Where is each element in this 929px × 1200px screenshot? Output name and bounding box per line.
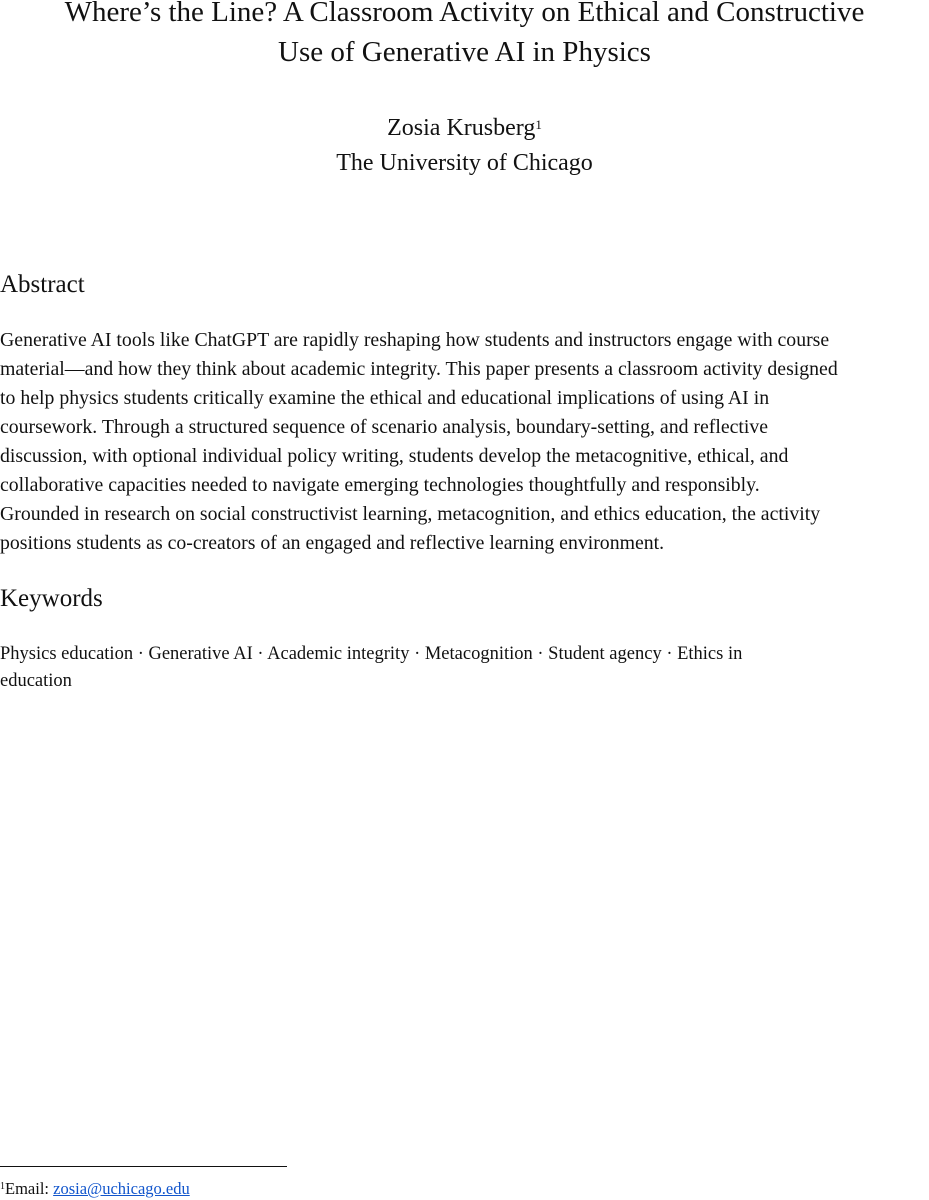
affiliation: The University of Chicago <box>336 150 593 176</box>
title-line-1: Where’s the Line? A Classroom Activity on Ethical and Constructive <box>64 0 865 28</box>
author-name: Zosia Krusberg <box>387 115 536 141</box>
keywords-heading: Keywords <box>0 585 103 612</box>
footnote <box>0 1178 190 1200</box>
keywords-line: Physics education · Generative AI · Academic integrity · Metacognition · Student agency · Ethics in <box>0 644 743 664</box>
paper-title <box>0 0 929 72</box>
author-footnote-mark: 1 <box>535 117 542 132</box>
keywords-body <box>0 641 929 695</box>
abstract-line: Grounded in research on social constructivist learning, metacognition, and ethics education, the activity <box>0 503 821 525</box>
author-line <box>0 111 929 146</box>
author-block <box>0 111 929 181</box>
title-line-2: Use of Generative AI in Physics <box>278 36 651 68</box>
abstract-body <box>0 326 929 558</box>
abstract-line: coursework. Through a structured sequence of scenario analysis, boundary-setting, and reflective <box>0 416 769 438</box>
footnote-divider <box>0 1166 287 1167</box>
abstract-line: to help physics students critically examine the ethical and educational implications of using AI in <box>0 387 770 409</box>
footnote-mark: 1 <box>0 1181 5 1192</box>
abstract-line: positions students as co-creators of an engaged and reflective learning environment. <box>0 532 665 554</box>
abstract-line: discussion, with optional individual policy writing, students develop the metacognitive, ethical, and <box>0 445 789 467</box>
abstract-line: Generative AI tools like ChatGPT are rapidly reshaping how students and instructors engage with course <box>0 329 830 351</box>
keywords-line: education <box>0 671 72 691</box>
abstract-line: material—and how they think about academic integrity. This paper presents a classroom activity designed <box>0 358 838 380</box>
abstract-line: collaborative capacities needed to navigate emerging technologies thoughtfully and responsibly. <box>0 474 760 496</box>
footnote-label: Email: <box>5 1179 54 1198</box>
abstract-heading: Abstract <box>0 271 85 298</box>
email-link[interactable]: zosia@uchicago.edu <box>53 1179 190 1198</box>
